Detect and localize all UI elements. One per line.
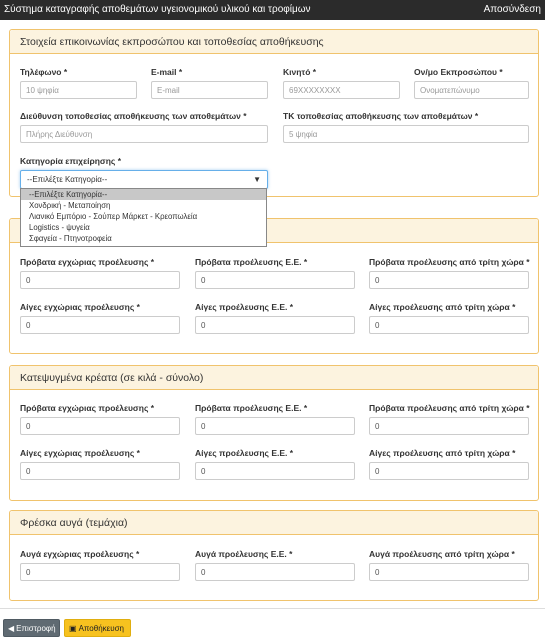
meat-sheep-third-label: Πρόβατα προέλευσης από τρίτη χώρα * [369,257,530,267]
meat-sheep-domestic-label: Πρόβατα εγχώριας προέλευσης * [20,257,155,267]
meat-goat-eu-input[interactable] [195,316,355,334]
email-label: E-mail * [151,67,183,77]
category-option[interactable]: Χονδρική - Μεταποίηση [29,201,111,210]
frozen-sheep-third-input[interactable] [369,417,529,435]
phone-label: Τηλέφωνο * [20,67,68,77]
top-navbar [0,0,545,20]
back-button-label: Επιστροφή [16,624,56,633]
eggs-eu-label: Αυγά προέλευσης Ε.Ε. * [195,549,293,559]
category-option[interactable]: --Επιλέξτε Κατηγορία-- [21,189,266,200]
category-option[interactable]: Σφαγεία - Πτηνοτροφεία [29,234,112,243]
zip-label: ΤΚ τοποθεσίας αποθήκευσης των αποθεμάτων * [283,111,479,121]
contact-panel-heading: Στοιχεία επικοινωνίας εκπροσώπου και τοποθεσίας αποθήκευσης [10,30,538,54]
meat-goat-third-label: Αίγες προέλευσης από τρίτη χώρα * [369,302,516,312]
category-option[interactable]: Λιανικό Εμπόριο - Σούπερ Μάρκετ - Κρεοπωλεία [29,212,198,221]
meat-goat-domestic-label: Αίγες εγχώριας προέλευσης * [20,302,140,312]
phone-input[interactable] [20,81,137,99]
frozen-sheep-third-label: Πρόβατα προέλευσης από τρίτη χώρα * [369,403,530,413]
email-input[interactable] [151,81,268,99]
meat-goat-domestic-input[interactable] [20,316,180,334]
meat-sheep-domestic-input[interactable] [20,271,180,289]
mobile-input[interactable] [283,81,400,99]
eggs-domestic-label: Αυγά εγχώριας προέλευσης * [20,549,140,559]
app-title: Σύστημα καταγραφής αποθεμάτων υγειονομικού υλικού και τροφίμων [4,4,311,15]
eggs-eu-input[interactable] [195,563,355,581]
frozen-sheep-eu-label: Πρόβατα προέλευσης Ε.Ε. * [195,403,308,413]
address-input[interactable] [20,125,268,143]
eggs-domestic-input[interactable] [20,563,180,581]
frozen-goat-eu-label: Αίγες προέλευσης Ε.Ε. * [195,448,294,458]
logout-link[interactable]: Αποσύνδεση [483,4,541,15]
meat-sheep-eu-label: Πρόβατα προέλευσης Ε.Ε. * [195,257,308,267]
category-option[interactable]: Logistics - ψυγεία [29,223,90,232]
save-button-label: Αποθήκευση [78,624,124,633]
frozen-goat-third-label: Αίγες προέλευσης από τρίτη χώρα * [369,448,516,458]
eggs-panel-heading: Φρέσκα αυγά (τεμάχια) [10,511,538,535]
category-label: Κατηγορία επιχείρησης * [20,156,122,166]
frozen-goat-eu-input[interactable] [195,462,355,480]
frozen-sheep-eu-input[interactable] [195,417,355,435]
eggs-third-label: Αυγά προέλευσης από τρίτη χώρα * [369,549,515,559]
representative-input[interactable] [414,81,529,99]
frozen-sheep-domestic-label: Πρόβατα εγχώριας προέλευσης * [20,403,155,413]
category-dropdown-list [20,188,267,247]
save-button[interactable] [64,619,131,637]
frozen-sheep-domestic-input[interactable] [20,417,180,435]
frozen-panel-heading: Κατεψυγμένα κρέατα (σε κιλά - σύνολο) [10,366,538,390]
frozen-goat-domestic-label: Αίγες εγχώριας προέλευσης * [20,448,140,458]
meat-goat-eu-label: Αίγες προέλευσης Ε.Ε. * [195,302,294,312]
meat-goat-third-input[interactable] [369,316,529,334]
category-select[interactable] [20,170,268,189]
circle-arrow-left-icon: ◀ [8,624,15,633]
category-selected-value: --Επιλέξτε Κατηγορία-- [27,175,108,184]
caret-down-icon: ▼ [253,175,261,184]
frozen-goat-third-input[interactable] [369,462,529,480]
floppy-disk-icon: ▣ [69,624,77,633]
address-label: Διεύθυνση τοποθεσίας αποθήκευσης των αποθεμάτων * [20,111,247,121]
meat-sheep-third-input[interactable] [369,271,529,289]
back-button[interactable] [3,619,60,637]
zip-input[interactable] [283,125,529,143]
representative-label: Ον/μο Εκπροσώπου * [414,67,503,77]
frozen-goat-domestic-input[interactable] [20,462,180,480]
meat-sheep-eu-input[interactable] [195,271,355,289]
mobile-label: Κινητό * [283,67,317,77]
footer-bar [0,608,545,640]
eggs-third-input[interactable] [369,563,529,581]
